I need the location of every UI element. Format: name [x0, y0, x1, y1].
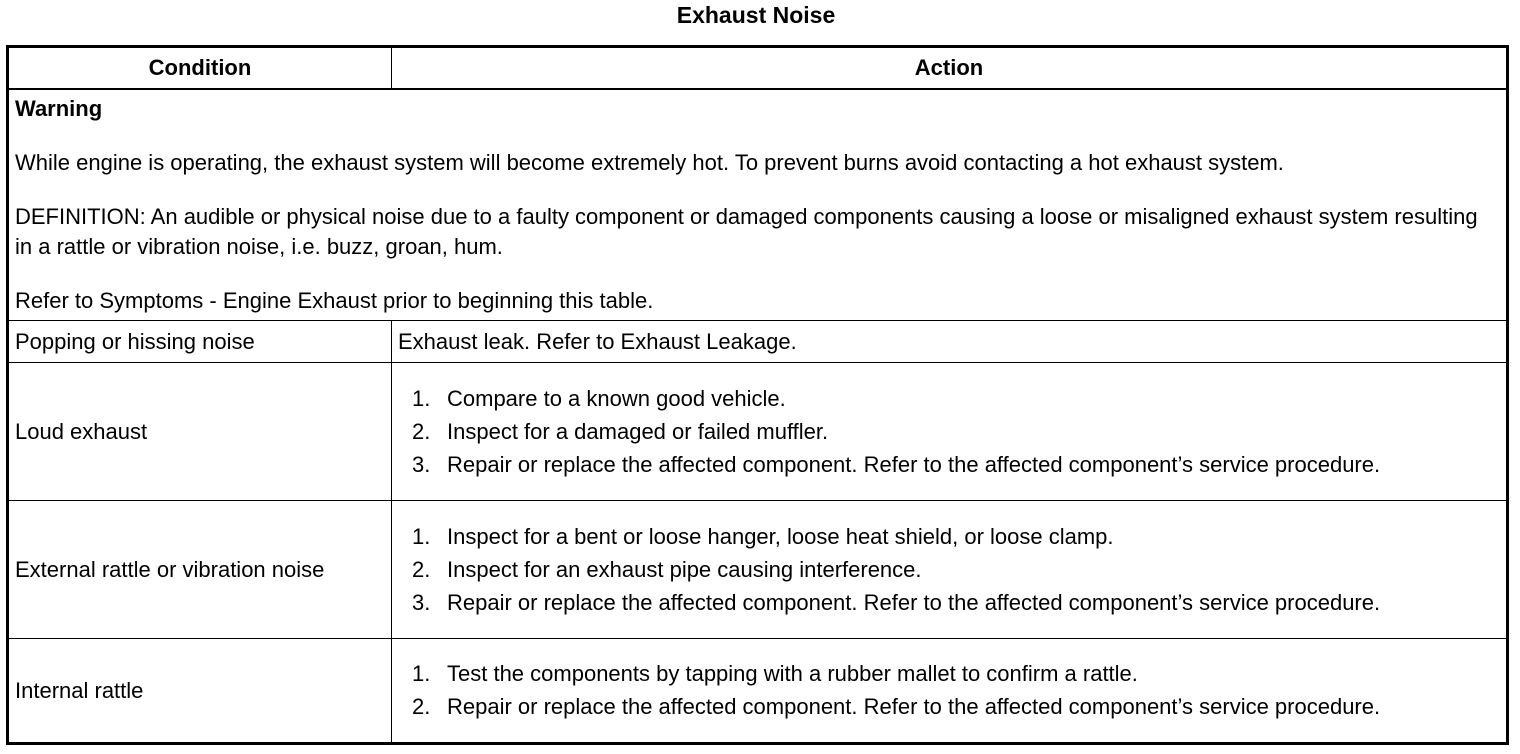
- warning-text: While engine is operating, the exhaust system will become extremely hot. To prevent burns avoid contacting a hot exhaust system.: [15, 150, 1284, 175]
- step-list: [398, 659, 1500, 722]
- step-item: [398, 588, 1500, 618]
- condition-cell: Internal rattle: [8, 639, 392, 744]
- table-header-row: [8, 47, 1508, 90]
- step-item: [398, 555, 1500, 585]
- warning-title: Warning: [15, 96, 103, 121]
- step-text: Test the components by tapping with a rubber mallet to confirm a rattle.: [447, 661, 1138, 686]
- step-number: 3.: [412, 451, 431, 477]
- step-item: [398, 522, 1500, 552]
- table-row: [8, 501, 1508, 639]
- step-number: 3.: [412, 589, 431, 615]
- step-number: 1.: [412, 661, 431, 686]
- header-action: Action: [392, 47, 1508, 90]
- step-text: Inspect for a bent or loose hanger, loose heat shield, or loose clamp.: [447, 523, 1114, 549]
- step-list: [398, 522, 1500, 618]
- action-cell: Exhaust leak. Refer to Exhaust Leakage.: [392, 321, 1508, 363]
- step-item: [398, 450, 1500, 480]
- step-item: [398, 384, 1500, 414]
- table-row: [8, 639, 1508, 744]
- page-title: Exhaust Noise: [676, 2, 836, 28]
- condition-cell: External rattle or vibration noise: [8, 501, 392, 639]
- step-number: 1.: [412, 385, 431, 411]
- note-row: [8, 89, 1508, 321]
- refer-text: Refer to Symptoms - Engine Exhaust prior to beginning this table.: [15, 288, 654, 313]
- step-text: Repair or replace the affected component. Refer to the affected component’s service procedure.: [447, 589, 1381, 615]
- step-item: [398, 417, 1500, 447]
- step-text: Repair or replace the affected component. Refer to the affected component’s service procedure.: [447, 694, 1381, 719]
- step-number: 2.: [412, 418, 431, 444]
- table-row: [8, 321, 1508, 363]
- action-cell: [392, 501, 1508, 639]
- step-text: Repair or replace the affected component. Refer to the affected component’s service procedure.: [447, 451, 1381, 477]
- condition-cell: Loud exhaust: [8, 363, 392, 501]
- step-text: Compare to a known good vehicle.: [447, 385, 786, 411]
- note-cell: [8, 89, 1508, 321]
- action-cell: [392, 639, 1508, 744]
- step-text: Inspect for an exhaust pipe causing interference.: [447, 556, 922, 582]
- header-condition: Condition: [8, 47, 392, 90]
- condition-cell: Popping or hissing noise: [8, 321, 392, 363]
- definition-text: DEFINITION: An audible or physical noise due to a faulty component or damaged components causing a loose or misaligned exhaust system resulting in a rattle or vibration noise, i.e. buzz, groan, hum.: [15, 204, 1478, 259]
- step-list: [398, 384, 1500, 480]
- step-number: 2.: [412, 694, 431, 719]
- step-number: 1.: [412, 523, 431, 549]
- step-item: [398, 692, 1500, 722]
- table-row: [8, 363, 1508, 501]
- action-cell: [392, 363, 1508, 501]
- step-text: Inspect for a damaged or failed muffler.: [447, 418, 829, 444]
- step-item: [398, 659, 1500, 689]
- exhaust-noise-table: [6, 45, 1509, 745]
- step-number: 2.: [412, 556, 431, 582]
